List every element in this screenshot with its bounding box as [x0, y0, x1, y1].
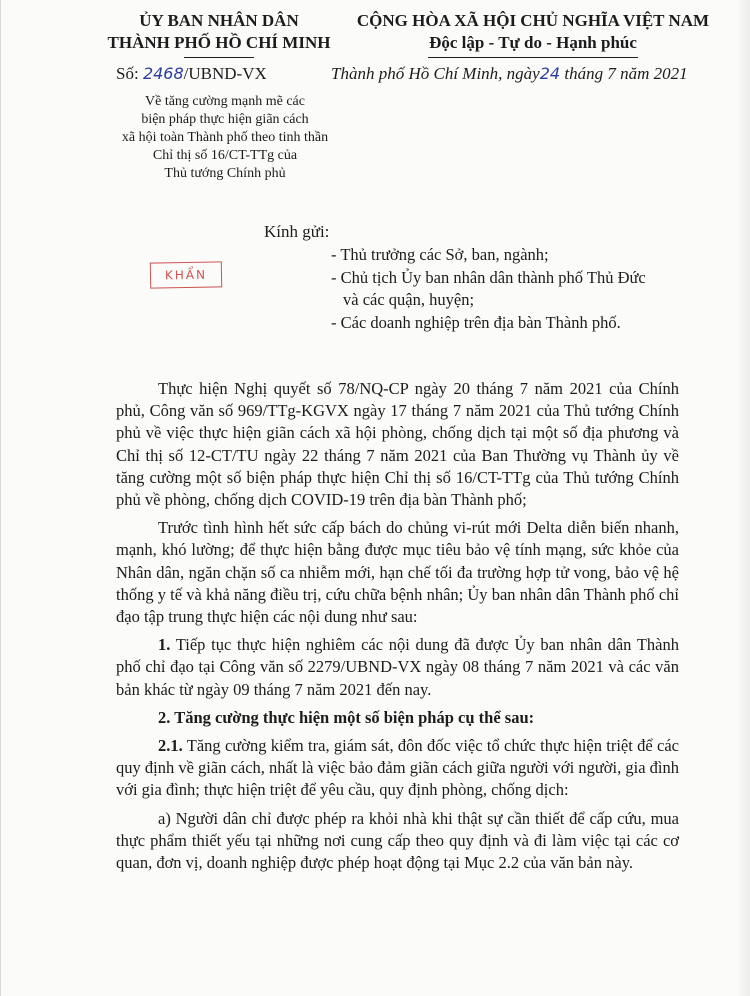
- national-header: [333, 10, 733, 58]
- issuer-line-1: ỦY BAN NHÂN DÂN: [139, 11, 299, 30]
- section-heading: 2. Tăng cường thực hiện một số biện pháp cụ thể sau:: [158, 707, 535, 727]
- body-paragraph: Thực hiện Nghị quyết số 78/NQ-CP ngày 20 tháng 7 năm 2021 của Chính phủ, Công văn số 969/TTg-KGVX ngày 17 tháng 7 năm 2021 của Thủ tướng Chính phủ về việc thực hiện giãn cách xã hội phòng, chống dịch tại một số địa phương và Chỉ thị số 12-CT/TU ngày 22 tháng 7 năm 2021 của Ban Thường vụ Thành ủy về tăng cường một số biện pháp thực hiện Chỉ thị số 16/CT-TTg của Thủ tướng Chính phủ về phòng, chống dịch COVID-19 trên địa bàn Thành phố;: [116, 379, 679, 510]
- issuer-underline: [184, 57, 254, 58]
- item-number: 1.: [158, 635, 171, 655]
- recipient-item: - Các doanh nghiệp trên địa bàn Thành phố.: [331, 312, 621, 332]
- recipient-item-continued: và các quận, huyện;: [343, 290, 475, 309]
- body-paragraph: [116, 735, 679, 802]
- document-number: [116, 64, 267, 84]
- national-title: CỘNG HÒA XÃ HỘI CHỦ NGHĨA VIỆT NAM: [356, 11, 710, 30]
- national-motto: Độc lập - Tự do - Hạnh phúc: [429, 33, 637, 52]
- subject-line: Về tăng cường mạnh mẽ các: [145, 94, 305, 109]
- date-day-handwritten: 24: [539, 64, 561, 83]
- motto-underline: [428, 57, 638, 58]
- body-paragraph: [116, 634, 679, 701]
- subject-line: Chỉ thị số 16/CT-TTg của: [152, 148, 298, 163]
- issuer-line-2: THÀNH PHỐ HỒ CHÍ MINH: [107, 33, 331, 52]
- item-text: Tiếp tục thực hiện nghiêm các nội dung đã được Ủy ban nhân dân Thành phố chỉ đạo tại Công văn số 2279/UBND-VX ngày 08 tháng 7 năm 2021 và các văn bản khác từ ngày 09 tháng 7 năm 2021 đến nay.: [116, 635, 679, 699]
- issuer-header: [89, 10, 349, 58]
- addressee-label: Kính gửi:: [264, 222, 330, 241]
- page-edge-shadow: [736, 0, 750, 996]
- doc-number-prefix: Số:: [116, 64, 143, 83]
- item-text: Tăng cường kiểm tra, giám sát, đôn đốc việc tổ chức thực hiện triệt để các quy định về giãn cách, nhất là việc bảo đảm giãn cách giữa người với người, gia đình với gia đình; thực hiện triệt để yêu cầu, quy định phòng, chống dịch:: [116, 736, 679, 800]
- date-line: [331, 64, 688, 84]
- body-paragraph: Trước tình hình hết sức cấp bách do chủng vi-rút mới Delta diễn biến nhanh, mạnh, khó lường; để thực hiện bằng được mục tiêu bảo vệ tính mạng, sức khỏe của Nhân dân, ngăn chặn số ca nhiễm mới, hạn chế tối đa trường hợp tử vong, bảo vệ hệ thống y tế và khả năng điều trị, cứu chữa bệnh nhân; Ủy ban nhân dân Thành phố chỉ đạo tập trung thực hiện các nội dung như sau:: [116, 518, 679, 627]
- recipient-list: [331, 244, 646, 334]
- doc-number-handwritten: 2468: [142, 64, 184, 83]
- item-number: 2.1.: [158, 736, 183, 756]
- subject-line: biện pháp thực hiện giãn cách: [141, 112, 309, 127]
- subject-summary: [91, 93, 359, 183]
- document-body: [116, 378, 679, 880]
- body-paragraph: a) Người dân chỉ được phép ra khỏi nhà khi thật sự cần thiết để cấp cứu, mua thực phẩm thiết yếu tại những nơi cung cấp theo quy định và đi làm việc tại các cơ quan, đơn vị, doanh nghiệp được phép hoạt động tại Mục 2.2 của văn bản này.: [116, 808, 679, 873]
- urgent-stamp: KHẨN: [150, 261, 222, 288]
- subject-line: Thủ tướng Chính phủ: [164, 166, 286, 181]
- doc-number-suffix: /UBND-VX: [183, 64, 267, 83]
- subject-line: xã hội toàn Thành phố theo tinh thần: [121, 130, 329, 145]
- recipient-item: - Thủ trưởng các Sở, ban, ngành;: [331, 245, 549, 264]
- date-prefix: Thành phố Hồ Chí Minh, ngày: [331, 64, 540, 83]
- recipient-item: - Chủ tịch Ủy ban nhân dân thành phố Thủ Đức: [331, 267, 646, 287]
- date-suffix: tháng 7 năm 2021: [560, 64, 688, 83]
